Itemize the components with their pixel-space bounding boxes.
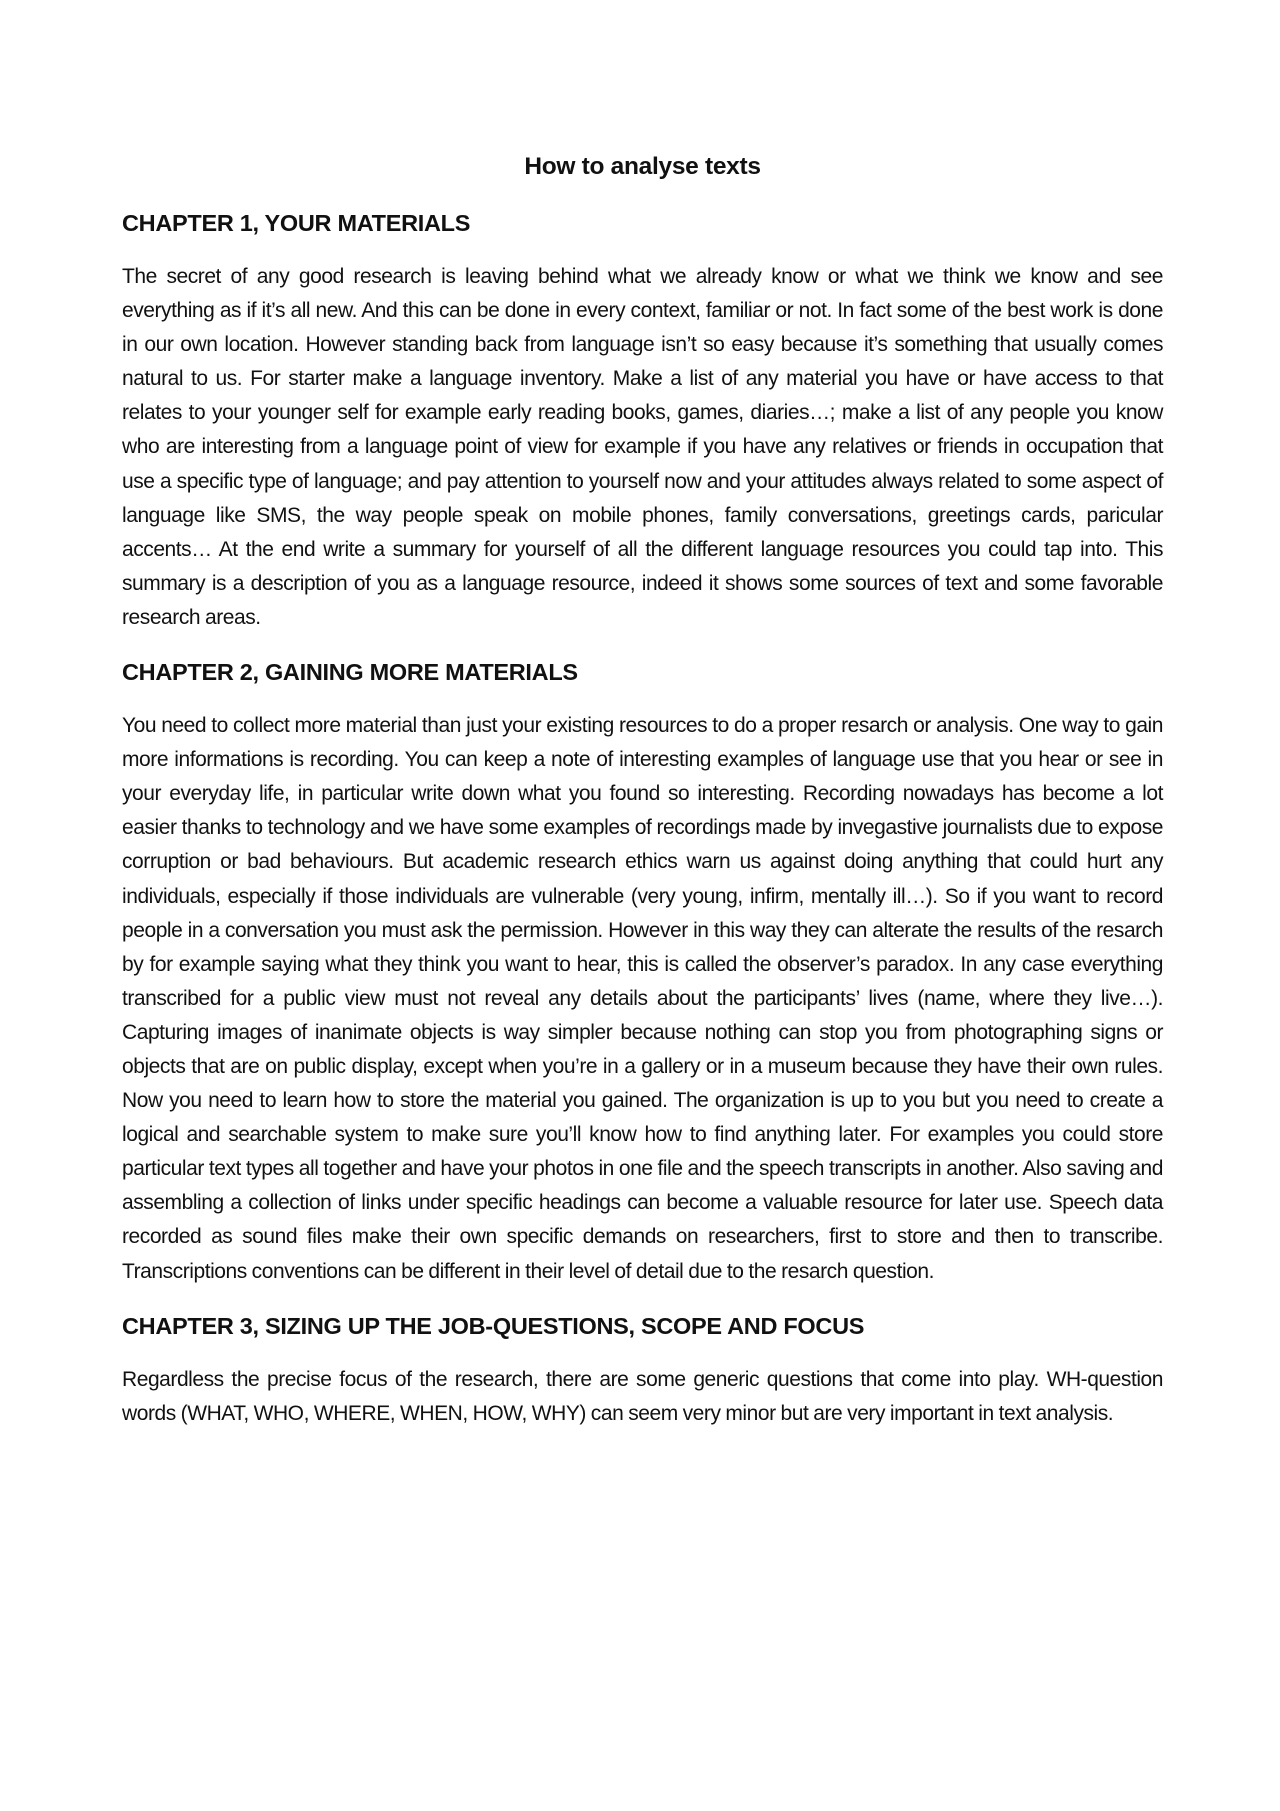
chapter-paragraph: You need to collect more material than just your existing resources to do a proper resarch or analysis. One way to gain more informations is recording. You can keep a note of interesting examples of language use that you hear or see in your everyday life, in particular write down what you found so interesting. Recording nowadays has become a lot easier thanks to technology and we have some examples of recordings made by invegastive journalists due to expose corruption or bad behaviours. But academic research ethics warn us against doing anything that could hurt any individuals, especially if those individuals are vulnerable (very young, infirm, mentally ill…). So if you want to record people in a conversation you must ask the permission. However in this way they can alterate the results of the resarch by for example saying what they think you want to hear, this is called the observer’s paradox. In any case everything transcribed for a public view must not reveal any details about the participants’ lives (name, where they live…). Capturing images of inanimate objects is way simpler because nothing can stop you from photographing signs or objects that are on public display, except when you’re in a gallery or in a museum because they have their own rules. Now you need to learn how to store the material you gained. The organization is up to you but you need to create a logical and searchable system to make sure you’ll know how to find anything later. For examples you could store particular text types all together and have your photos in one file and the speech transcripts in another. Also saving and assembling a collection of links under specific headings can become a valuable resource for later use. Speech data recorded as sound files make their own specific demands on researchers, first to store and then to transcribe. Transcriptions conventions can be different in their level of detail due to the resarch question.: [122, 714, 1163, 1283]
chapter-paragraph: The secret of any good research is leaving behind what we already know or what we think we know and see everything as if it’s all new. And this can be done in every context, familiar or not. In fact some of the best work is done in our own location. However standing back from language isn’t so easy because it’s something that usually comes natural to us. For starter make a language inventory. Make a list of any material you have or have access to that relates to your younger self for example early reading books, games, diaries…; make a list of any people you know who are interesting from a language point of view for example if you have any relatives or friends in occupation that use a specific type of language; and pay attention to yourself now and your attitudes always related to some aspect of language like SMS, the way people speak on mobile phones, family conversations, greetings cards, paricular accents… At the end write a summary for yourself of all the different language resources you could tap into. This summary is a description of you as a language resource, indeed it shows some sources of text and some favorable research areas.: [122, 265, 1163, 629]
chapter-heading: CHAPTER 1, YOUR MATERIALS: [122, 210, 471, 236]
chapter-2: [122, 655, 1163, 1289]
chapter-1: [122, 206, 1163, 635]
document-page: [122, 150, 1163, 1451]
document-title: How to analyse texts: [524, 153, 761, 180]
chapter-heading: CHAPTER 2, GAINING MORE MATERIALS: [122, 659, 578, 686]
chapter-heading: CHAPTER 3, SIZING UP THE JOB-QUESTIONS, SCOPE AND FOCUS: [122, 1312, 865, 1339]
chapter-3: [122, 1309, 1163, 1431]
chapter-paragraph: Regardless the precise focus of the research, there are some generic questions that come into play. WH-question words (WHAT, WHO, WHERE, WHEN, HOW, WHY) can seem very minor but are very important in text analysis.: [122, 1367, 1163, 1425]
